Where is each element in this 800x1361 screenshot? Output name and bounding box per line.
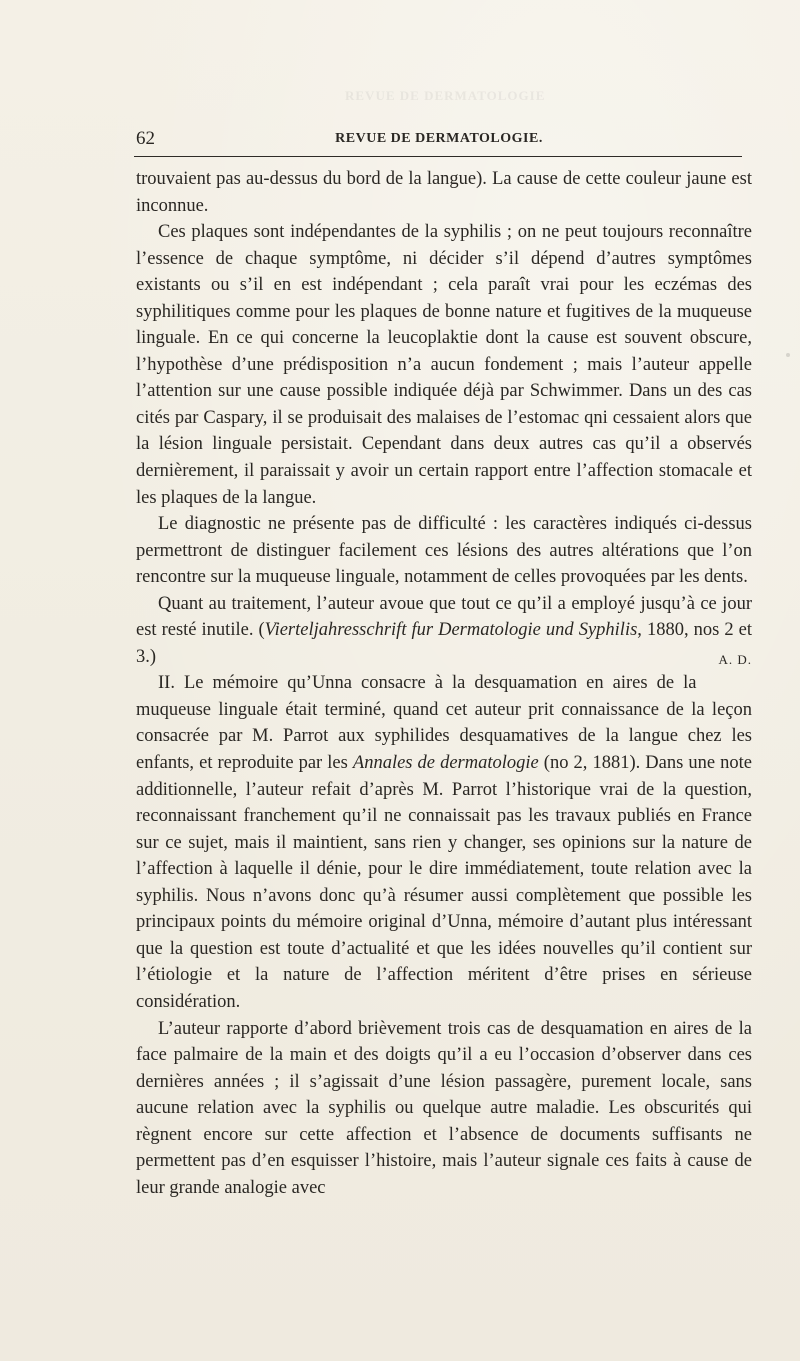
paragraph-unna-memoir [136,670,752,1015]
treatment-text: Quant au traitement, l’auteur avoue que tout ce qu’il a employé jusqu’à ce jour est resté inutile. ( [136,593,752,641]
citation-journal-title: Vierteljahresschrift fur Dermatologie und Syphilis [264,620,638,641]
paragraph-diagnosis: Le diagnostic ne présente pas de difficulté : les caractères indiqués ci-dessus permettront de distinguer facilement ces lésions des autres altérations que l’on rencontre sur la muqueuse linguale, notamment de celles provoquées par les dents. [136,514,752,588]
page-number: 62 [136,128,155,149]
paragraph-treatment [136,591,752,671]
journal-title-annales: Annales de dermatologie [352,753,539,774]
unna-text-after: (no 2, 1881). Dans une note additionnelle, l’auteur refait d’après M. Parrot l’historique vrai de la question, reconnaissant franchement qu’il ne connaissait pas les travaux publiés en France sur ce sujet, mais il maintient, sans rien y changer, ses opinions sur la nature de l’affection à laquelle il dénie, pour le dire immédiatement, toute relation avec la syphilis. Nous n’avons donc qu’à résumer aussi complètement que possible les principaux points du mémoire original d’Unna, mémoire d’autant plus intéressant que la question est toute d’actualité et que les idées nouvelles qu’il contient sur l’étiologie et la nature de l’affection méritent d’être prises en sérieuse considération. [136,753,752,1012]
author-signature: A. D. [718,651,752,667]
page-header [136,124,742,154]
paragraph-syphilis-independence: Ces plaques sont indépendantes de la syphilis ; on ne peut toujours reconnaître l’essence de chaque symptôme, ni décider s’il dépend d’autres symptômes existants ou s’il en est indépendant ; cela paraît vrai pour les eczémas des syphilitiques comme pour les plaques de bonne nature et fugitives de la muqueuse linguale. En ce qui concerne la leucoplaktie dont la cause est souvent obscure, l’hypothèse d’une prédisposition n’a aucun fondement ; mais l’auteur appelle l’attention sur une cause possible indiquée déjà par Schwimmer. Dans un des cas cités par Caspary, il se produisait des malaises de l’estomac qni cessaient alors que la lésion linguale persistait. Cependant dans deux autres cas qu’il a observés dernièrement, il paraissait y avoir un certain rapport entre l’affection stomacale et les plaques de la langue. [136,222,752,508]
show-through-text: REVUE DE DERMATOLOGIE [345,88,546,103]
paper-blemish [786,353,790,357]
citation-details: , 1880, nos 2 et 3.) [136,620,752,667]
unna-text-before: II. Le mémoire qu’Unna consacre à la desquamation en aires de la muqueuse linguale était terminé, quand cet auteur prit connaissance de la leçon consacrée par M. Parrot aux syphilides desquamatives de la langue chez les enfants, et reproduite par les [136,673,752,774]
running-title: REVUE DE DERMATOLOGIE. [335,131,543,146]
paragraph-continued: trouvaient pas au-dessus du bord de la langue). La cause de cette couleur jaune est inconnue. [136,169,752,216]
paragraph-palmar-cases: L’auteur rapporte d’abord brièvement trois cas de desquamation en aires de la face palmaire de la main et des doigts qu’il a eu l’occasion d’observer dans ces dernières années ; il s’agissait d’une lésion passagère, purement locale, sans aucune relation avec la syphilis ou quelque autre maladie. Les obscurités qui règnent encore sur cette affection et l’absence de documents suffisants ne permettent pas d’en esquisser l’histoire, mais l’auteur signale ces faits à cause de leur grande analogie avec [136,1018,752,1198]
header-rule [134,156,742,157]
article-body [136,166,752,1201]
